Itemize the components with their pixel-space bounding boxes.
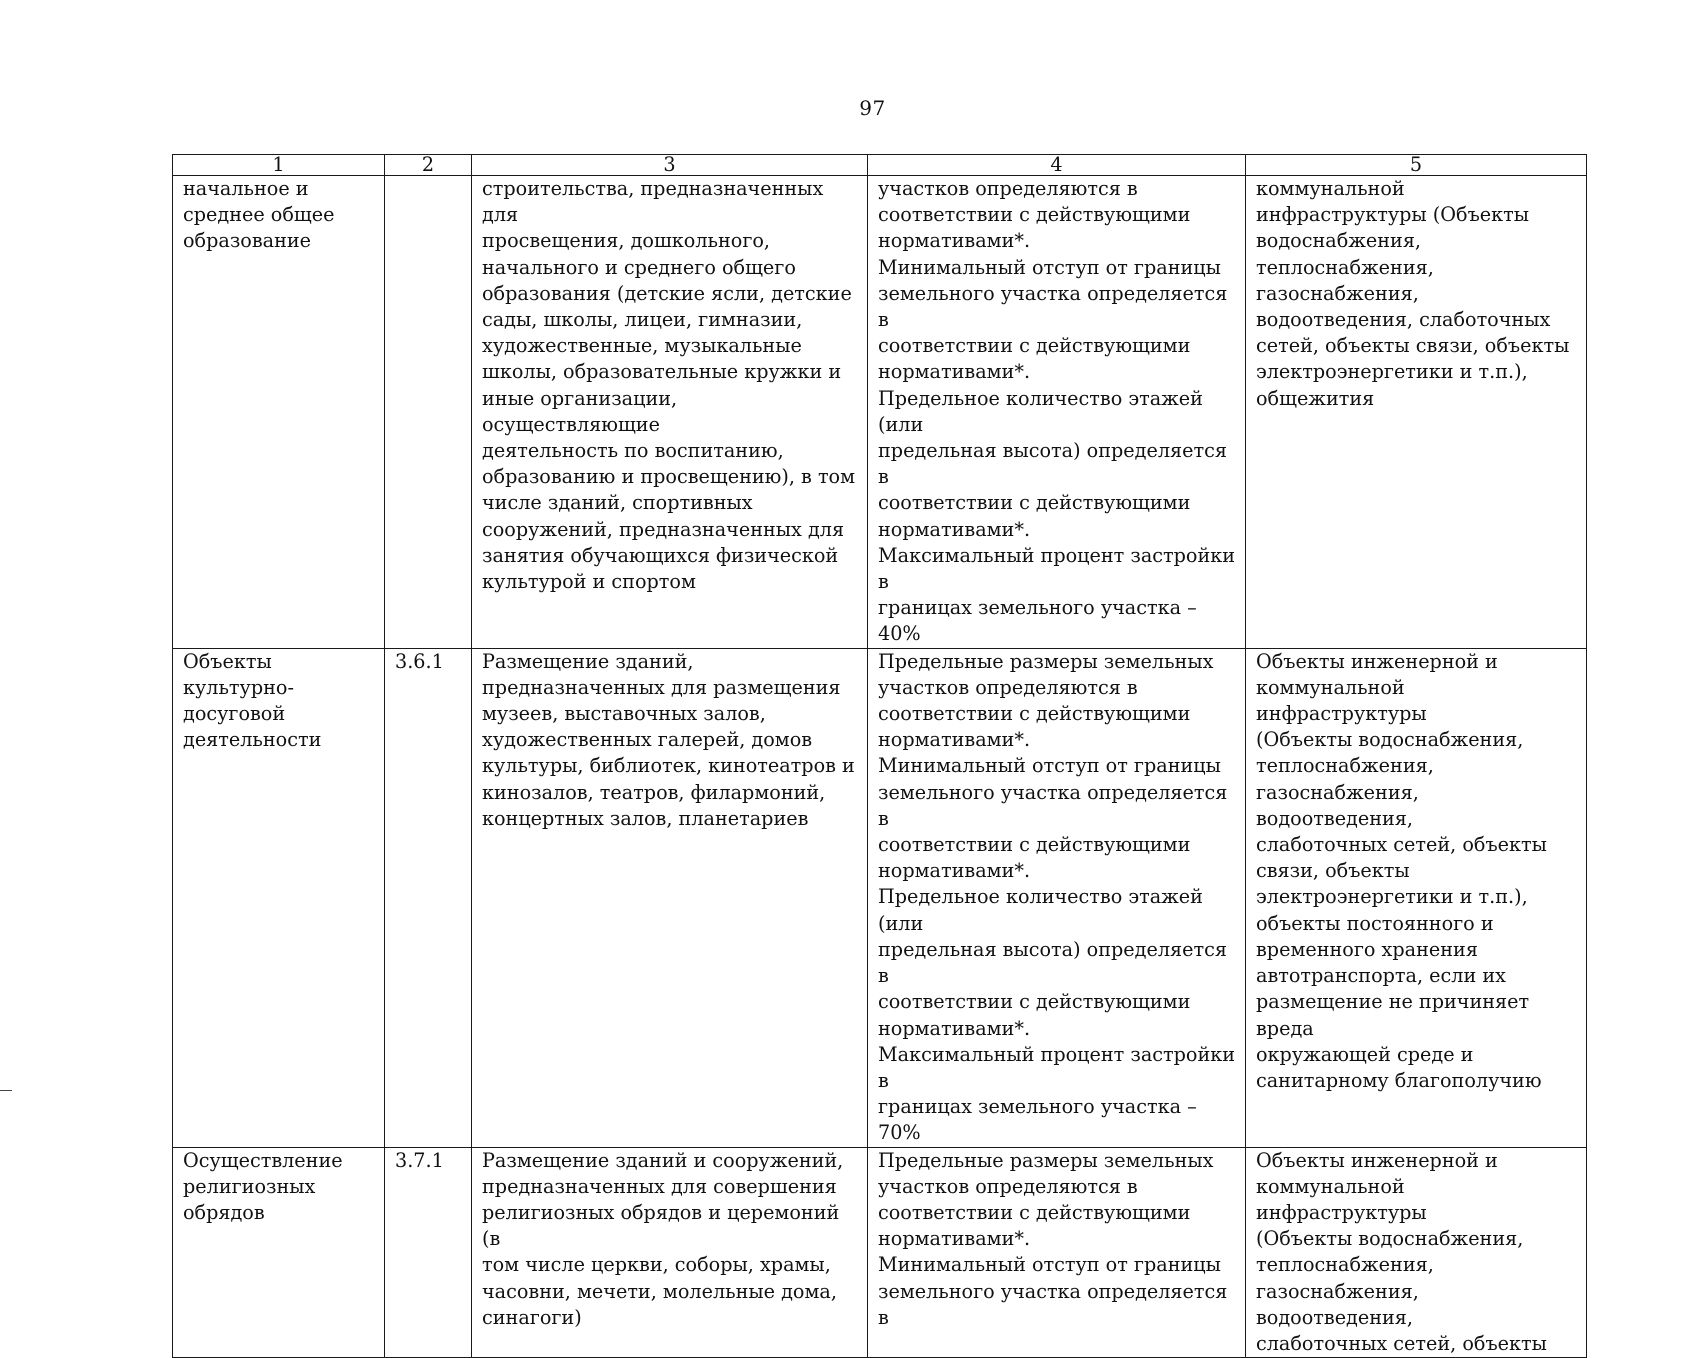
table-row: [173, 648, 1587, 1147]
column-header-1: 1: [173, 155, 385, 176]
use-description-cell: Размещение зданий и сооружений, предназначенных для совершения религиозных обрядов и церемоний (в том числе церкви, соборы, храмы, часовни, мечети, молельные дома, синагоги): [472, 1147, 868, 1358]
table-row: [173, 1147, 1587, 1358]
parameters-cell: участков определяются в соответствии с действующими нормативами*. Минимальный отступ от границы земельного участка определяется в соответствии с действующими нормативами*. Предельное количество этажей (или предельная высота) определяется в соответствии с действующими нормативами*. Максимальный процент застройки в границах земельного участка – 40%: [868, 176, 1246, 649]
use-name-cell: Объекты культурно- досуговой деятельности: [173, 648, 385, 1147]
column-header-2: 2: [385, 155, 472, 176]
table-header-row: [173, 155, 1587, 176]
table-row: [173, 176, 1587, 649]
page-number: 97: [859, 96, 886, 120]
auxiliary-uses-cell: коммунальной инфраструктуры (Объекты водоснабжения, теплоснабжения, газоснабжения, водоотведения, слаботочных сетей, объекты связи, объекты электроэнергетики и т.п.), общежития: [1246, 176, 1587, 649]
parameters-cell: Предельные размеры земельных участков определяются в соответствии с действующими нормативами*. Минимальный отступ от границы земельного участка определяется в: [868, 1147, 1246, 1358]
column-header-4: 4: [868, 155, 1246, 176]
use-name-cell: Осуществление религиозных обрядов: [173, 1147, 385, 1358]
column-header-5: 5: [1246, 155, 1587, 176]
auxiliary-uses-cell: Объекты инженерной и коммунальной инфраструктуры (Объекты водоснабжения, теплоснабжения, газоснабжения, водоотведения, слаботочных сетей, объекты: [1246, 1147, 1587, 1358]
use-code-cell: 3.6.1: [385, 648, 472, 1147]
land-use-table: [172, 154, 1587, 1358]
use-description-cell: Размещение зданий, предназначенных для размещения музеев, выставочных залов, художественных галерей, домов культуры, библиотек, кинотеатров и кинозалов, театров, филармоний, концертных залов, планетариев: [472, 648, 868, 1147]
scan-edge-mark: [0, 1090, 12, 1091]
use-description-cell: строительства, предназначенных для просвещения, дошкольного, начального и среднего общего образования (детские ясли, детские сады, школы, лицеи, гимназии, художественные, музыкальные школы, образовательные кружки и иные организации, осуществляющие деятельность по воспитанию, образованию и просвещению), в том числе зданий, спортивных сооружений, предназначенных для занятия обучающихся физической культурой и спортом: [472, 176, 868, 649]
auxiliary-uses-cell: Объекты инженерной и коммунальной инфраструктуры (Объекты водоснабжения, теплоснабжения, газоснабжения, водоотведения, слаботочных сетей, объекты связи, объекты электроэнергетики и т.п.), объекты постоянного и временного хранения автотранспорта, если их размещение не причиняет вреда окружающей среде и санитарному благополучию: [1246, 648, 1587, 1147]
parameters-cell: Предельные размеры земельных участков определяются в соответствии с действующими нормативами*. Минимальный отступ от границы земельного участка определяется в соответствии с действующими нормативами*. Предельное количество этажей (или предельная высота) определяется в соответствии с действующими нормативами*. Максимальный процент застройки в границах земельного участка – 70%: [868, 648, 1246, 1147]
use-name-cell: начальное и среднее общее образование: [173, 176, 385, 649]
use-code-cell: 3.7.1: [385, 1147, 472, 1358]
use-code-cell: [385, 176, 472, 649]
column-header-3: 3: [472, 155, 868, 176]
